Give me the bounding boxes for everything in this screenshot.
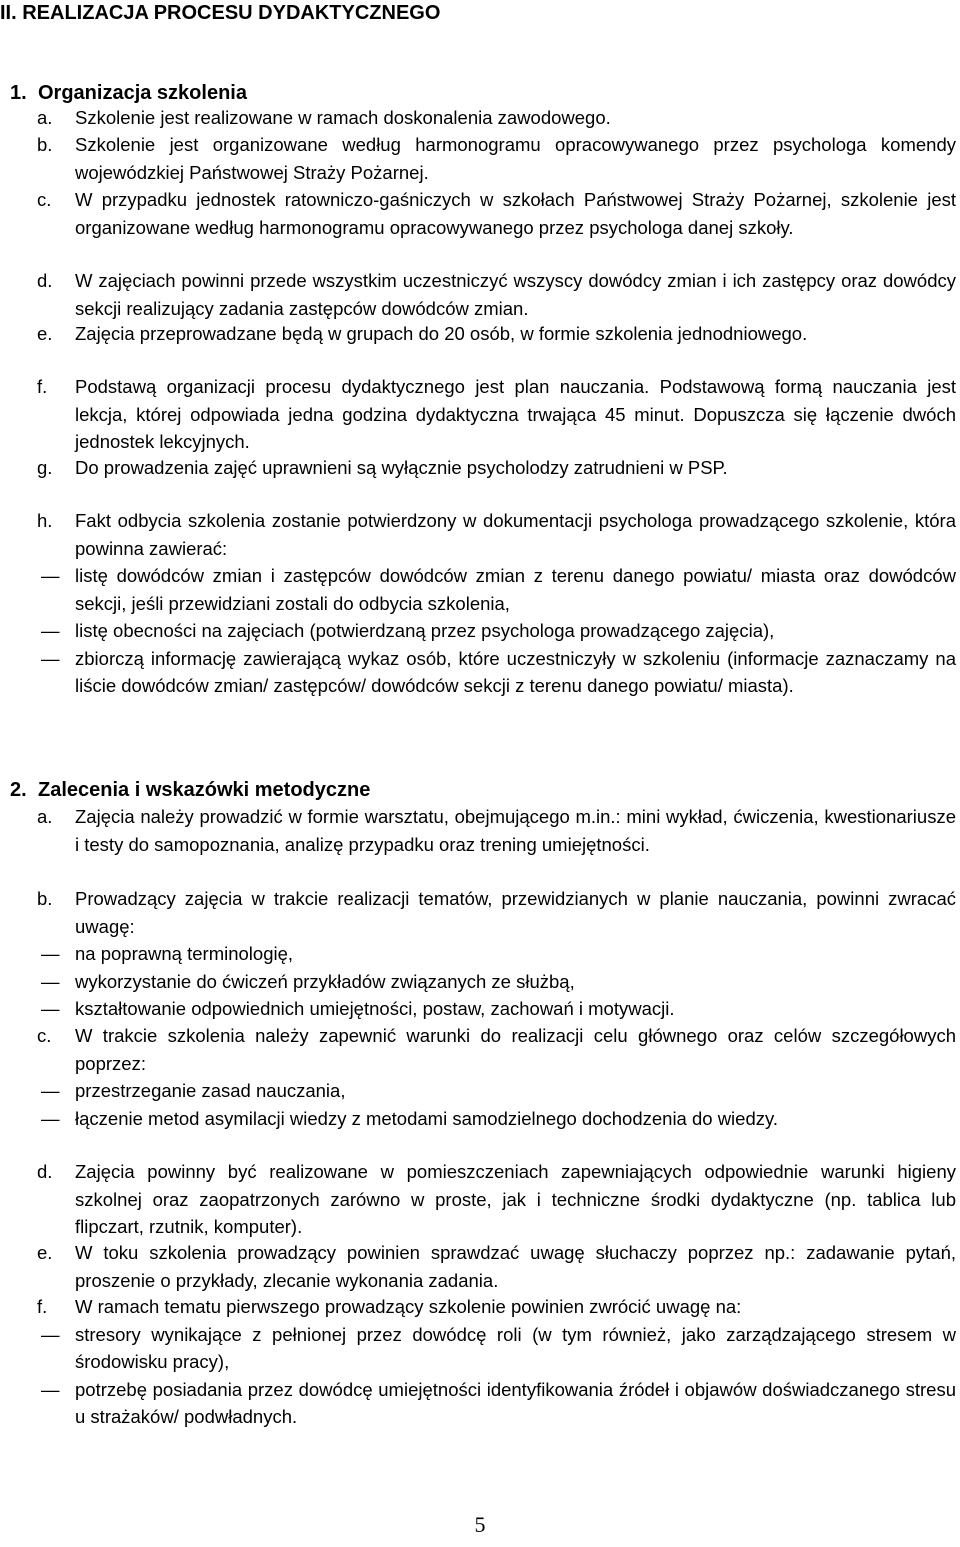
item-letter: h. xyxy=(37,510,53,531)
dash-list-item: — przestrzeganie zasad nauczania, xyxy=(37,1077,956,1105)
dash-list xyxy=(37,562,956,700)
item-text: W przypadku jednostek ratowniczo-gaśniczych w szkołach Państwowej Straży Pożarnej, szkolenie jest organizowane według harmonogramu opracowywanego przez psychologa danej szkoły. xyxy=(75,189,956,238)
list-item xyxy=(37,803,956,858)
dash-bullet-icon: — xyxy=(41,565,60,586)
item-text: Fakt odbycia szkolenia zostanie potwierdzony w dokumentacji psychologa prowadzącego szkolenie, która powinna zawierać: xyxy=(75,510,956,559)
dash-list-item: — zbiorczą informację zawierającą wykaz osób, które uczestniczyły w szkoleniu (informacje zaznaczamy na liście dowódców zmian/ zastępców/ dowódców sekcji z terenu danego powiatu/ miasta). xyxy=(37,645,956,700)
list-item xyxy=(37,131,956,186)
item-text: Do prowadzenia zajęć uprawnieni są wyłącznie psycholodzy zatrudnieni w PSP. xyxy=(75,457,728,478)
dash-bullet-icon: — xyxy=(41,970,60,992)
dash-list-item: — łączenie metod asymilacji wiedzy z metodami samodzielnego dochodzenia do wiedzy. xyxy=(37,1105,956,1133)
dash-list-item: — na poprawną terminologię, xyxy=(37,940,956,968)
item-text: W zajęciach powinni przede wszystkim uczestniczyć wszyscy dowódcy zmian i ich zastępcy oraz dowódcy sekcji realizujący zadania zastępców dowódców zmian. xyxy=(75,270,956,319)
section-2-title xyxy=(10,777,370,803)
dash-list xyxy=(37,940,956,1023)
dash-list-item: — stresory wynikające z pełnionej przez dowódcę roli (w tym również, jako zarządzającego stresem w środowisku pracy), xyxy=(37,1321,956,1376)
dash-list xyxy=(37,1321,956,1431)
list-item xyxy=(37,320,956,348)
item-letter: e. xyxy=(37,323,53,344)
section-1-title xyxy=(10,80,247,106)
item-text: Prowadzący zajęcia w trakcie realizacji tematów, przewidzianych w planie nauczania, powinni zwracać uwagę: xyxy=(75,888,956,937)
item-text: W toku szkolenia prowadzący powinien sprawdzać uwagę słuchaczy poprzez np.: zadawanie pytań, proszenie o przykłady, zlecanie wykonania zadania. xyxy=(75,1242,956,1291)
item-text: Podstawą organizacji procesu dydaktycznego jest plan nauczania. Podstawową formą nauczania jest lekcja, której odpowiada jedna godzina dydaktyczna trwająca 45 minut. Dopuszcza się łączenie dwóch jednostek lekcyjnych. xyxy=(75,376,956,452)
list-item xyxy=(37,1239,956,1294)
chapter-heading: II. REALIZACJA PROCESU DYDAKTYCZNEGO xyxy=(0,2,441,24)
dash-list-item: — listę dowódców zmian i zastępców dowódców zmian z terenu danego powiatu/ miasta oraz dowódców sekcji, jeśli przewidziani zostali do odbycia szkolenia, xyxy=(37,562,956,617)
item-text: Szkolenie jest realizowane w ramach doskonalenia zawodowego. xyxy=(75,107,611,128)
section-number: 2. xyxy=(10,779,27,801)
item-text: Zajęcia przeprowadzane będą w grupach do 20 osób, w formie szkolenia jednodniowego. xyxy=(75,323,808,344)
item-text: W ramach tematu pierwszego prowadzący szkolenie powinien zwrócić uwagę na: xyxy=(75,1296,742,1317)
page-number: 5 xyxy=(474,1512,486,1537)
dash-list-item: — kształtowanie odpowiednich umiejętności, postaw, zachowań i motywacji. xyxy=(37,995,956,1023)
item-text: W trakcie szkolenia należy zapewnić warunki do realizacji celu głównego oraz celów szczegółowych poprzez: xyxy=(75,1025,956,1074)
section-number: 1. xyxy=(10,82,27,104)
dash-list-item: — wykorzystanie do ćwiczeń przykładów związanych ze służbą, xyxy=(37,968,956,996)
item-letter: b. xyxy=(37,134,53,155)
list-item xyxy=(37,885,956,1023)
dash-list-item: — listę obecności na zajęciach (potwierdzaną przez psychologa prowadzącego zajęcia), xyxy=(37,617,956,645)
item-letter: a. xyxy=(37,806,53,827)
section-title-text: Zalecenia i wskazówki metodyczne xyxy=(38,779,371,801)
item-letter: b. xyxy=(37,888,53,909)
list-item xyxy=(37,186,956,241)
item-letter: e. xyxy=(37,1242,53,1263)
dash-bullet-icon: — xyxy=(41,647,60,669)
dash-bullet-icon: — xyxy=(41,1378,60,1400)
item-letter: c. xyxy=(37,1025,52,1046)
list-item xyxy=(37,507,956,700)
item-letter: f. xyxy=(37,376,48,397)
list-item xyxy=(37,104,956,132)
item-letter: g. xyxy=(37,457,53,478)
item-letter: d. xyxy=(37,270,53,291)
item-letter: d. xyxy=(37,1161,53,1182)
item-letter: f. xyxy=(37,1296,48,1317)
dash-bullet-icon: — xyxy=(41,1323,60,1345)
list-item xyxy=(37,1022,956,1132)
dash-bullet-icon: — xyxy=(41,998,60,1019)
dash-bullet-icon: — xyxy=(41,620,60,641)
list-item xyxy=(37,373,956,456)
item-text: Zajęcia powinny być realizowane w pomieszczeniach zapewniających odpowiednie warunki higieny szkolnej oraz zaopatrzonych zarówno w proste, jak i techniczne środki dydaktyczne (np. tablica lub flipczart, rzutnik, komputer). xyxy=(75,1161,956,1237)
item-text: Zajęcia należy prowadzić w formie warsztatu, obejmującego m.in.: mini wykład, ćwiczenia, kwestionariusze i testy do samopoznania, analizę przypadku oraz trening umiejętności. xyxy=(75,806,956,855)
item-letter: a. xyxy=(37,107,53,128)
list-item xyxy=(37,1293,956,1431)
list-item xyxy=(37,267,956,322)
section-title-text: Organizacja szkolenia xyxy=(38,82,247,104)
dash-list-item: — potrzebę posiadania przez dowódcę umiejętności identyfikowania źródeł i objawów doświadczanego stresu u strażaków/ podwładnych. xyxy=(37,1376,956,1431)
list-item xyxy=(37,454,956,482)
item-text: Szkolenie jest organizowane według harmonogramu opracowywanego przez psychologa komendy wojewódzkiej Państwowej Straży Pożarnej. xyxy=(75,134,956,183)
dash-bullet-icon: — xyxy=(41,943,60,964)
list-item xyxy=(37,1158,956,1241)
dash-list xyxy=(37,1077,956,1132)
dash-bullet-icon: — xyxy=(41,1107,60,1129)
item-letter: c. xyxy=(37,189,52,210)
dash-bullet-icon: — xyxy=(41,1080,60,1101)
